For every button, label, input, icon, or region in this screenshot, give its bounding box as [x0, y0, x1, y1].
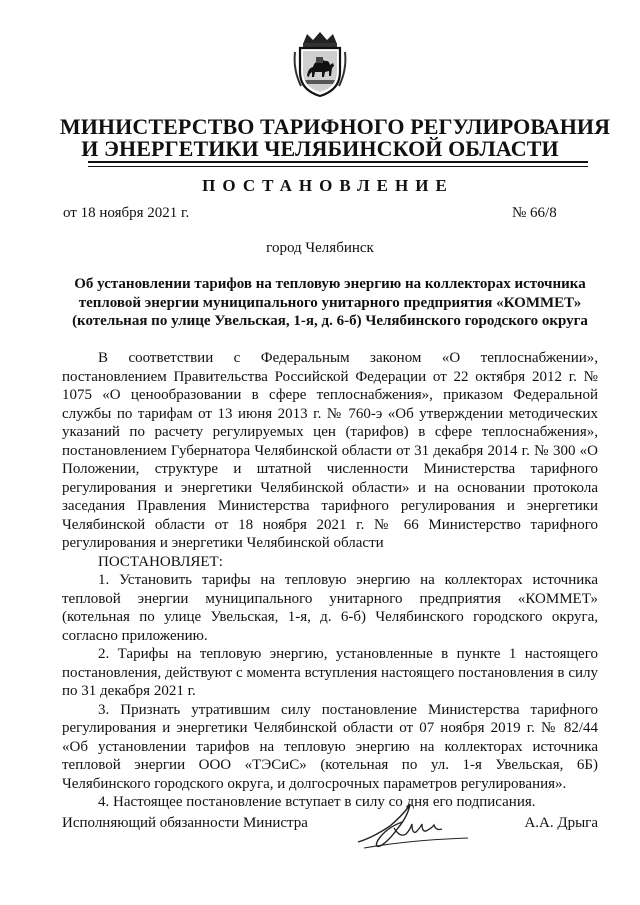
ministry-name-line2: И ЭНЕРГЕТИКИ ЧЕЛЯБИНСКОЙ ОБЛАСТИ: [81, 136, 559, 161]
header-rule-thick: [88, 161, 588, 163]
subject-line: Об установлении тарифов на тепловую энергию на коллекторах источника: [74, 276, 586, 292]
decree-body: [62, 349, 598, 812]
resolve-heading: ПОСТАНОВЛЯЕТ:: [98, 553, 223, 570]
signatory-name: А.А. Дрыга: [524, 815, 598, 831]
signature-block: [62, 812, 598, 852]
decree-date: от 18 ноября 2021 г.: [63, 205, 190, 221]
signatory-role: Исполняющий обязанности Министра: [62, 815, 308, 831]
coat-of-arms-icon: [289, 30, 351, 98]
decree-item-2: 2. Тарифы на тепловую энергию, установленные в пункте 1 настоящего постановления, действуют с момента вступления настоящего постановления в силу по 31 декабря 2021 г.: [62, 646, 598, 699]
decree-item-3: 3. Признать утратившим силу постановление Министерства тарифного регулирования и энергетики Челябинской области от 07 ноября 2019 г. № 82/44 «Об установлении тарифов на тепловую энергию на коллекторах источника тепловой энергии ООО «ТЭСиС» (котельная по ул. 1-я Увельская, 6Б) Челябинского городского округа, и долгосрочных параметров регулирования».: [62, 701, 598, 792]
preamble-paragraph: В соответствии с Федеральным законом «О теплоснабжении», постановлением Правительства Российской Федерации от 22 октября 2012 г. № 1075 «О ценообразовании в сфере теплоснабжения», приказом Федеральной службы по тарифам от 13 июня 2013 г. № 760-э «Об утверждении методических указаний по расчету регулируемых цен (тарифов) в сфере теплоснабжения», постановлением Губернатора Челябинской области от 31 декабря 2014 г. № 300 «О Положении, структуре и штатной численности Министерства тарифного регулирования и энергетики Челябинской области» и на основании протокола заседания Правления Министерства тарифного регулирования и энергетики Челябинской области от 18 ноября 2021 г. № 66 Министерство тарифного регулирования и энергетики Челябинской области: [62, 350, 598, 551]
subject-line: тепловой энергии муниципального унитарного предприятия «КОММЕТ»: [78, 294, 582, 311]
handwritten-signature-icon: [350, 798, 480, 854]
decree-item-4: 4. Настоящее постановление вступает в силу со дня его подписания.: [98, 794, 536, 810]
ministry-name-line1: МИНИСТЕРСТВО ТАРИФНОГО РЕГУЛИРОВАНИЯ: [59, 114, 611, 139]
subject-line: (котельная по улице Увельская, 1-я, д. 6-б) Челябинского городского округа: [72, 313, 588, 329]
header-rule-thin: [88, 166, 588, 167]
decree-item-1: 1. Установить тарифы на тепловую энергию на коллекторах источника тепловой энергии муниципального унитарного предприятия «КОММЕТ» (котельная по улице Увельская, 1-я, д. 6-б) Челябинского городского округа, согласно приложению.: [62, 572, 598, 644]
decree-subject: [62, 275, 598, 331]
decree-city: город Челябинск: [266, 240, 374, 256]
document-type-title: ПОСТАНОВЛЕНИЕ: [202, 176, 454, 195]
decree-number: № 66/8: [512, 205, 557, 221]
